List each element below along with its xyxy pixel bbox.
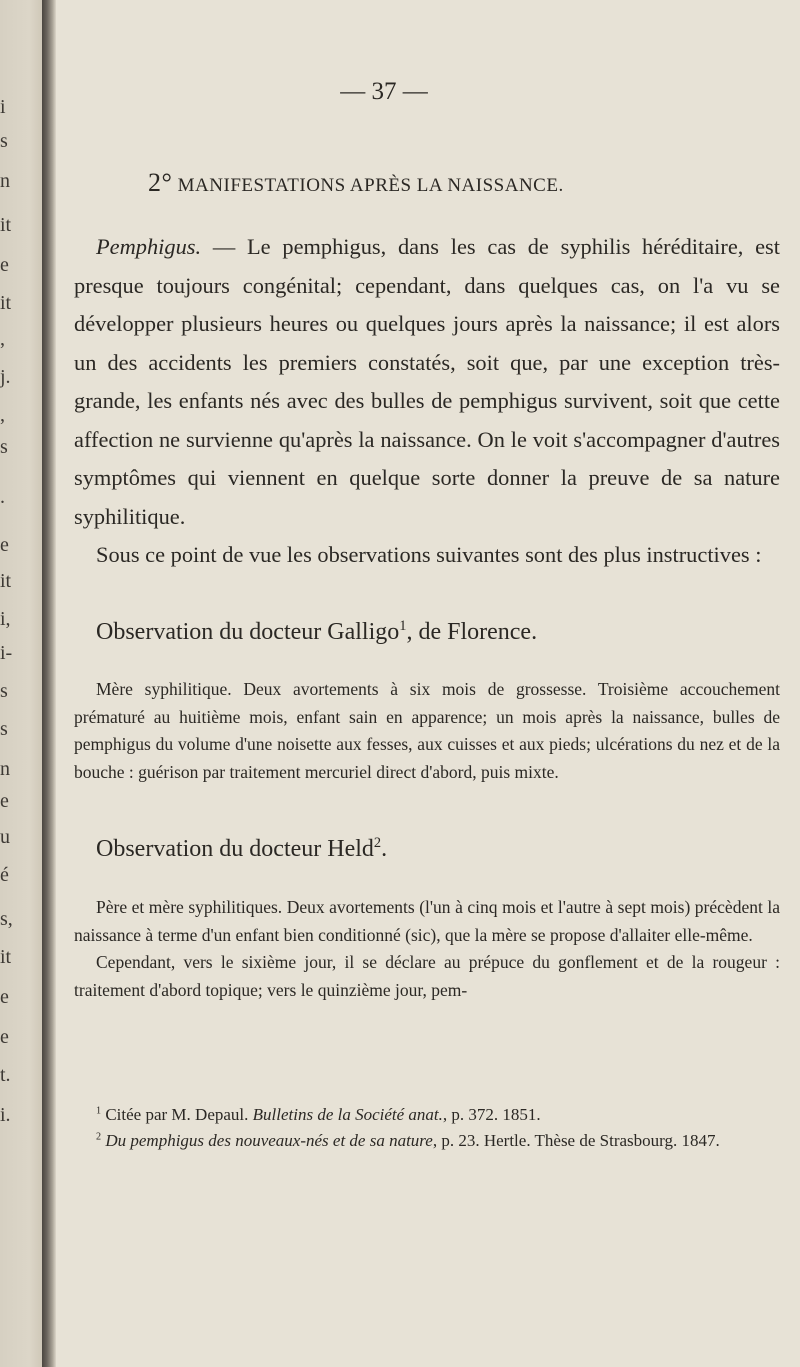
- margin-char: s: [0, 680, 8, 702]
- footnotes: [74, 1102, 780, 1154]
- obs2-heading-text: Observation du docteur Held: [96, 836, 374, 862]
- margin-char: it: [0, 292, 12, 314]
- margin-char: i-: [0, 642, 13, 664]
- observation-galligo-text: [74, 676, 780, 786]
- margin-char: .: [0, 486, 5, 508]
- book-page: [56, 0, 800, 1367]
- footnote-2: [74, 1128, 780, 1154]
- margin-char: u: [0, 826, 10, 848]
- margin-char: s: [0, 718, 8, 740]
- margin-char: t.: [0, 1064, 11, 1086]
- footnote-2-text-b: , p. 23. Hertle. Thèse de Strasbourg. 1847.: [432, 1131, 720, 1150]
- margin-char: i.: [0, 1104, 11, 1126]
- footnote-1-text-a: Citée par M. Depaul.: [101, 1105, 253, 1124]
- observation-heading-held: [96, 836, 387, 863]
- margin-char: é: [0, 864, 9, 886]
- observation-heading-galligo: [96, 619, 537, 646]
- margin-char: e: [0, 254, 9, 276]
- footnote-1: [74, 1102, 780, 1128]
- footnote-ref-1: 1: [399, 618, 407, 634]
- margin-char: it: [0, 946, 12, 968]
- footnote-1-title: Bulletins de la Société anat.: [252, 1105, 443, 1124]
- obs1-paragraph: Mère syphilitique. Deux avortements à six mois de grossesse. Troisième accouchement prématuré au huitième mois, enfant sain en apparence; un mois après la naissance, bulles de pemphigus du volume d'une noisette aux fesses, aux cuisses et aux pieds; ulcérations du nez et de la bouche : guérison par traitement mercuriel direct d'abord, puis mixte.: [74, 679, 780, 782]
- section-title-text: MANIFESTATIONS APRÈS LA NAISSANCE.: [177, 175, 564, 196]
- paragraph-observations-intro: Sous ce point de vue les observations suivantes sont des plus instructives :: [96, 542, 762, 567]
- page-number: — 37 —: [340, 78, 428, 105]
- margin-char: ,: [0, 328, 5, 350]
- margin-char: s,: [0, 908, 13, 930]
- obs1-heading-text: Observation du docteur Galligo: [96, 619, 400, 645]
- adjacent-page-fragments: [0, 0, 42, 1367]
- footnote-1-text-b: , p. 372. 1851.: [442, 1105, 541, 1124]
- margin-char: j.: [0, 366, 11, 388]
- obs1-heading-tail: , de Florence.: [406, 619, 538, 645]
- obs2-paragraph-2: Cependant, vers le sixième jour, il se déclare au prépuce du gonflement et de la rougeur : traitement d'abord topique; vers le quinzième jour, pem-: [74, 952, 780, 1000]
- margin-char: e: [0, 1026, 9, 1048]
- margin-char: s: [0, 436, 8, 458]
- margin-char: s: [0, 130, 8, 152]
- margin-char: e: [0, 790, 9, 812]
- margin-char: i: [0, 96, 6, 118]
- margin-char: n: [0, 758, 10, 780]
- footnote-1-mark: 1: [96, 1105, 102, 1117]
- margin-char: e: [0, 986, 9, 1008]
- section-number: 2°: [148, 168, 173, 197]
- footnote-2-title: Du pemphigus des nouveaux-nés et de sa nature: [105, 1131, 433, 1150]
- footnote-ref-2: 2: [373, 835, 382, 851]
- pemphigus-lead: Pemphigus.: [96, 234, 202, 259]
- margin-char: n: [0, 170, 10, 192]
- paragraph-pemphigus: [74, 228, 780, 536]
- margin-char: it: [0, 214, 12, 236]
- obs2-heading-tail: .: [381, 836, 388, 862]
- obs2-paragraph-1: Père et mère syphilitiques. Deux avortements (l'un à cinq mois et l'autre à sept mois) précèdent la naissance à terme d'un enfant bien conditionné (sic), que la mère se propose d'allaiter elle-même.: [74, 897, 780, 945]
- margin-char: e: [0, 534, 9, 556]
- margin-char: it: [0, 570, 12, 592]
- margin-char: i,: [0, 608, 11, 630]
- pemphigus-text: — Le pemphigus, dans les cas de syphilis héréditaire, est presque toujours congénital; cependant, dans quelques cas, on l'a vu se développer plusieurs heures ou quelques jours après la naissance; il est alors un des accidents les premiers constatés, soit que, par une exception très-grande, les enfants nés avec des bulles de pemphigus survivent, soit que cette affection ne survienne qu'après la naissance. On le voit s'accompagner d'autres symptômes qui viennent en quelque sorte donner la preuve de sa nature syphilitique.: [74, 234, 780, 529]
- main-text: [74, 228, 780, 575]
- section-title: [148, 168, 564, 198]
- observation-held-text: [74, 894, 780, 1004]
- footnote-2-mark: 2: [96, 1131, 102, 1143]
- book-gutter: [42, 0, 56, 1367]
- margin-char: ,: [0, 404, 5, 426]
